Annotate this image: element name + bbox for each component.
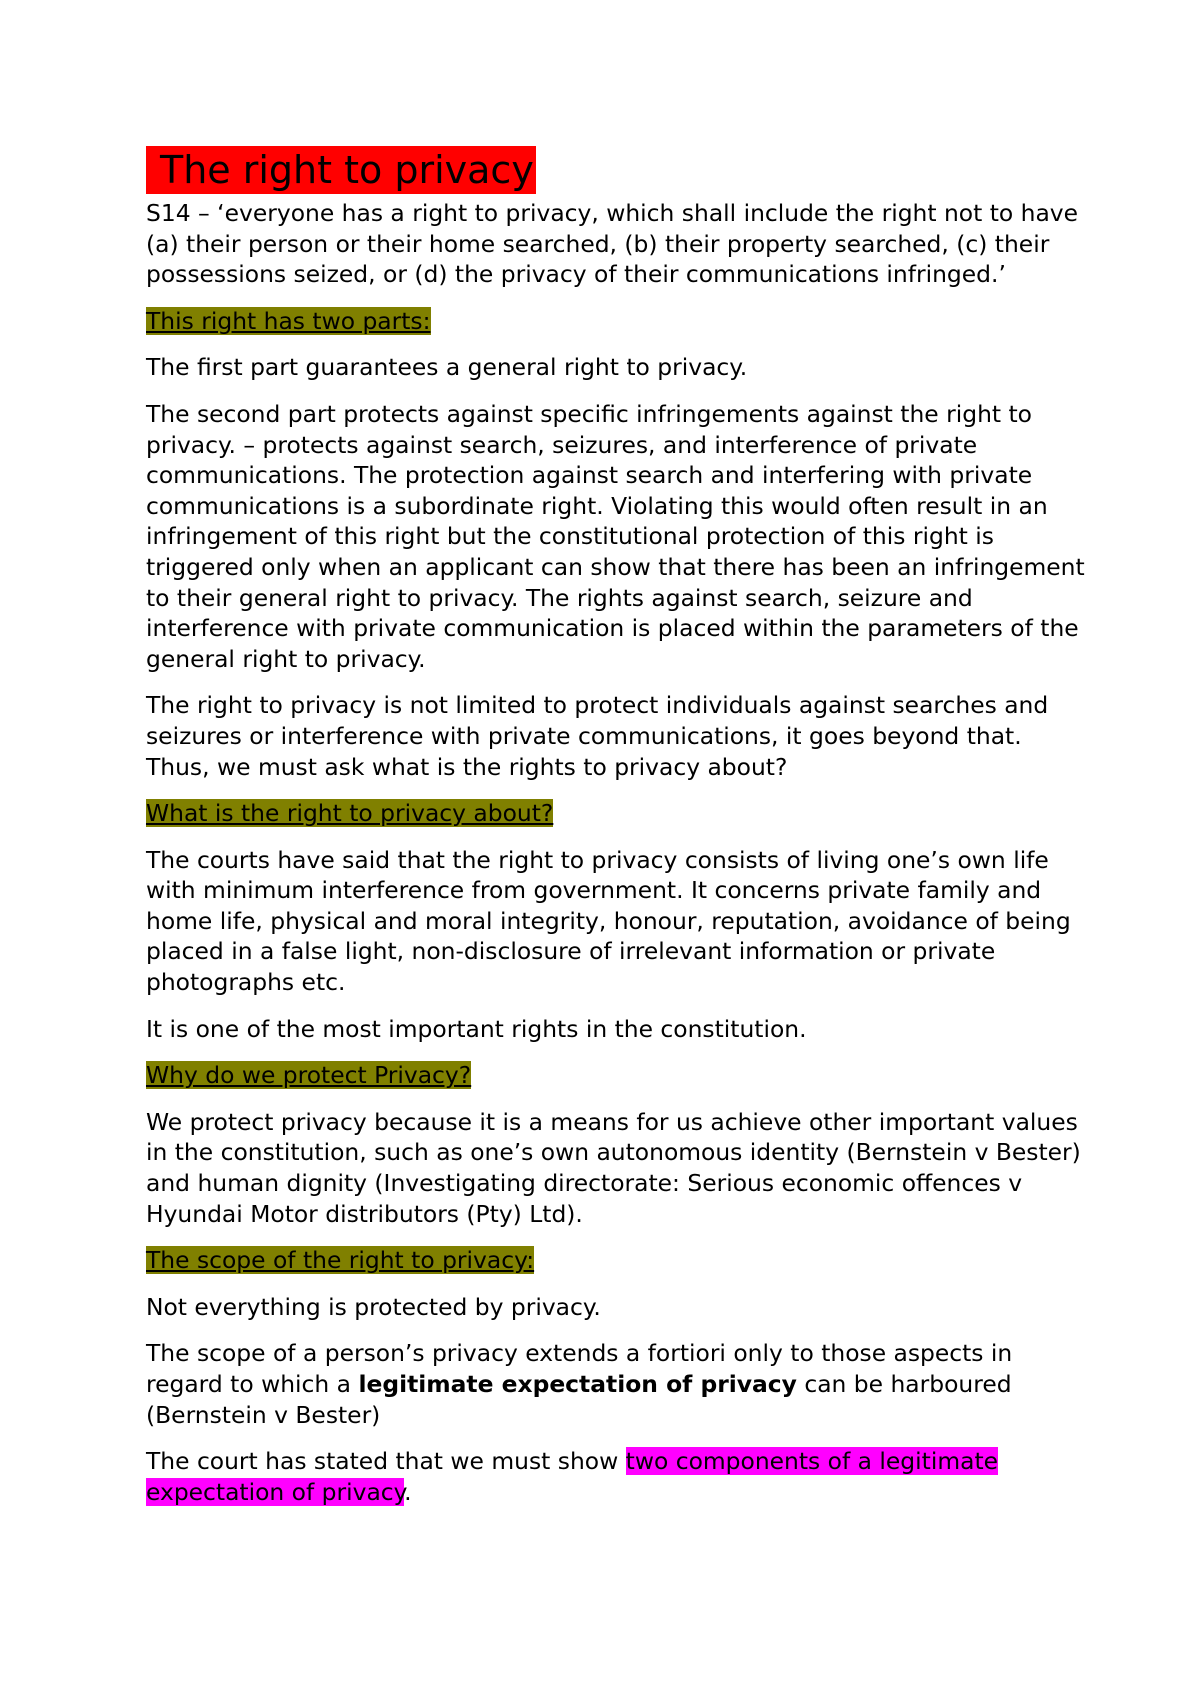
document-body: [146, 140, 1086, 1523]
para-second-part: The second part protects against specific infringements against the right to privacy. – protects against search, seizures, and interference of private communications. The protection against search and interfering with private communications is a subordinate right. Violating this would often result in an infringement of this right but the constitutional protection of this right is triggered only when an applicant can show that there has been an infringement to their general right to privacy. The rights against search, seizure and interference with private communication is placed within the parameters of the general right to privacy.: [146, 399, 1085, 673]
para-scope: [146, 1338, 1086, 1430]
para-why: We protect privacy because it is a means for us achieve other important values in the constitution, such as one’s own autonomous identity (Bernstein v Bester) and human dignity (Investigating directorate: Serious economic offences v Hyundai Motor distributors (Pty) Ltd).: [146, 1107, 1081, 1228]
title-row: [146, 146, 1086, 198]
heading-why: Why do we protect Privacy?: [146, 1061, 472, 1090]
heading-two-parts-row: [146, 306, 1086, 337]
scope-text-after: can be harboured (Bernstein v Bester): [146, 1370, 1012, 1429]
para-not-limited: The right to privacy is not limited to protect individuals against searches and seizures or interference with private communications, it goes beyond that. Thus, we must ask what is the rights to privacy about?: [146, 691, 1049, 781]
heading-scope-row: [146, 1245, 1086, 1276]
heading-two-parts: This right has two parts:: [146, 306, 431, 335]
page-title: The right to privacy: [146, 146, 536, 194]
para-first-part: The first part guarantees a general right to privacy.: [146, 353, 748, 382]
heading-about: What is the right to privacy about?: [146, 799, 554, 828]
court-text-after: .: [404, 1477, 412, 1506]
heading-about-row: [146, 798, 1086, 829]
heading-why-row: [146, 1060, 1086, 1091]
para-not-everything: Not everything is protected by privacy.: [146, 1292, 601, 1321]
para-important: It is one of the most important rights in the constitution.: [146, 1014, 807, 1043]
court-highlight-phrase: two components of a legitimate expectation of privacy: [146, 1447, 999, 1506]
scope-text-before: The scope of a person’s privacy extends a fortiori only to those aspects in regard to which a: [146, 1339, 1013, 1398]
scope-bold-phrase: legitimate expectation of privacy: [358, 1370, 797, 1398]
section-quote: S14 – ‘everyone has a right to privacy, which shall include the right not to have (a) their person or their home searched, (b) their property searched, (c) their possessions seized, or (d) the privacy of their communications infringed.’: [146, 199, 1079, 289]
heading-scope: The scope of the right to privacy:: [146, 1246, 535, 1275]
para-courts: The courts have said that the right to privacy consists of living one’s own life with minimum interference from government. It concerns private family and home life, physical and moral integrity, honour, reputation, avoidance of being placed in a false light, non-disclosure of irrelevant information or private photographs etc.: [146, 845, 1071, 997]
para-court: [146, 1446, 1086, 1507]
court-text-before: The court has stated that we must show: [146, 1447, 626, 1476]
